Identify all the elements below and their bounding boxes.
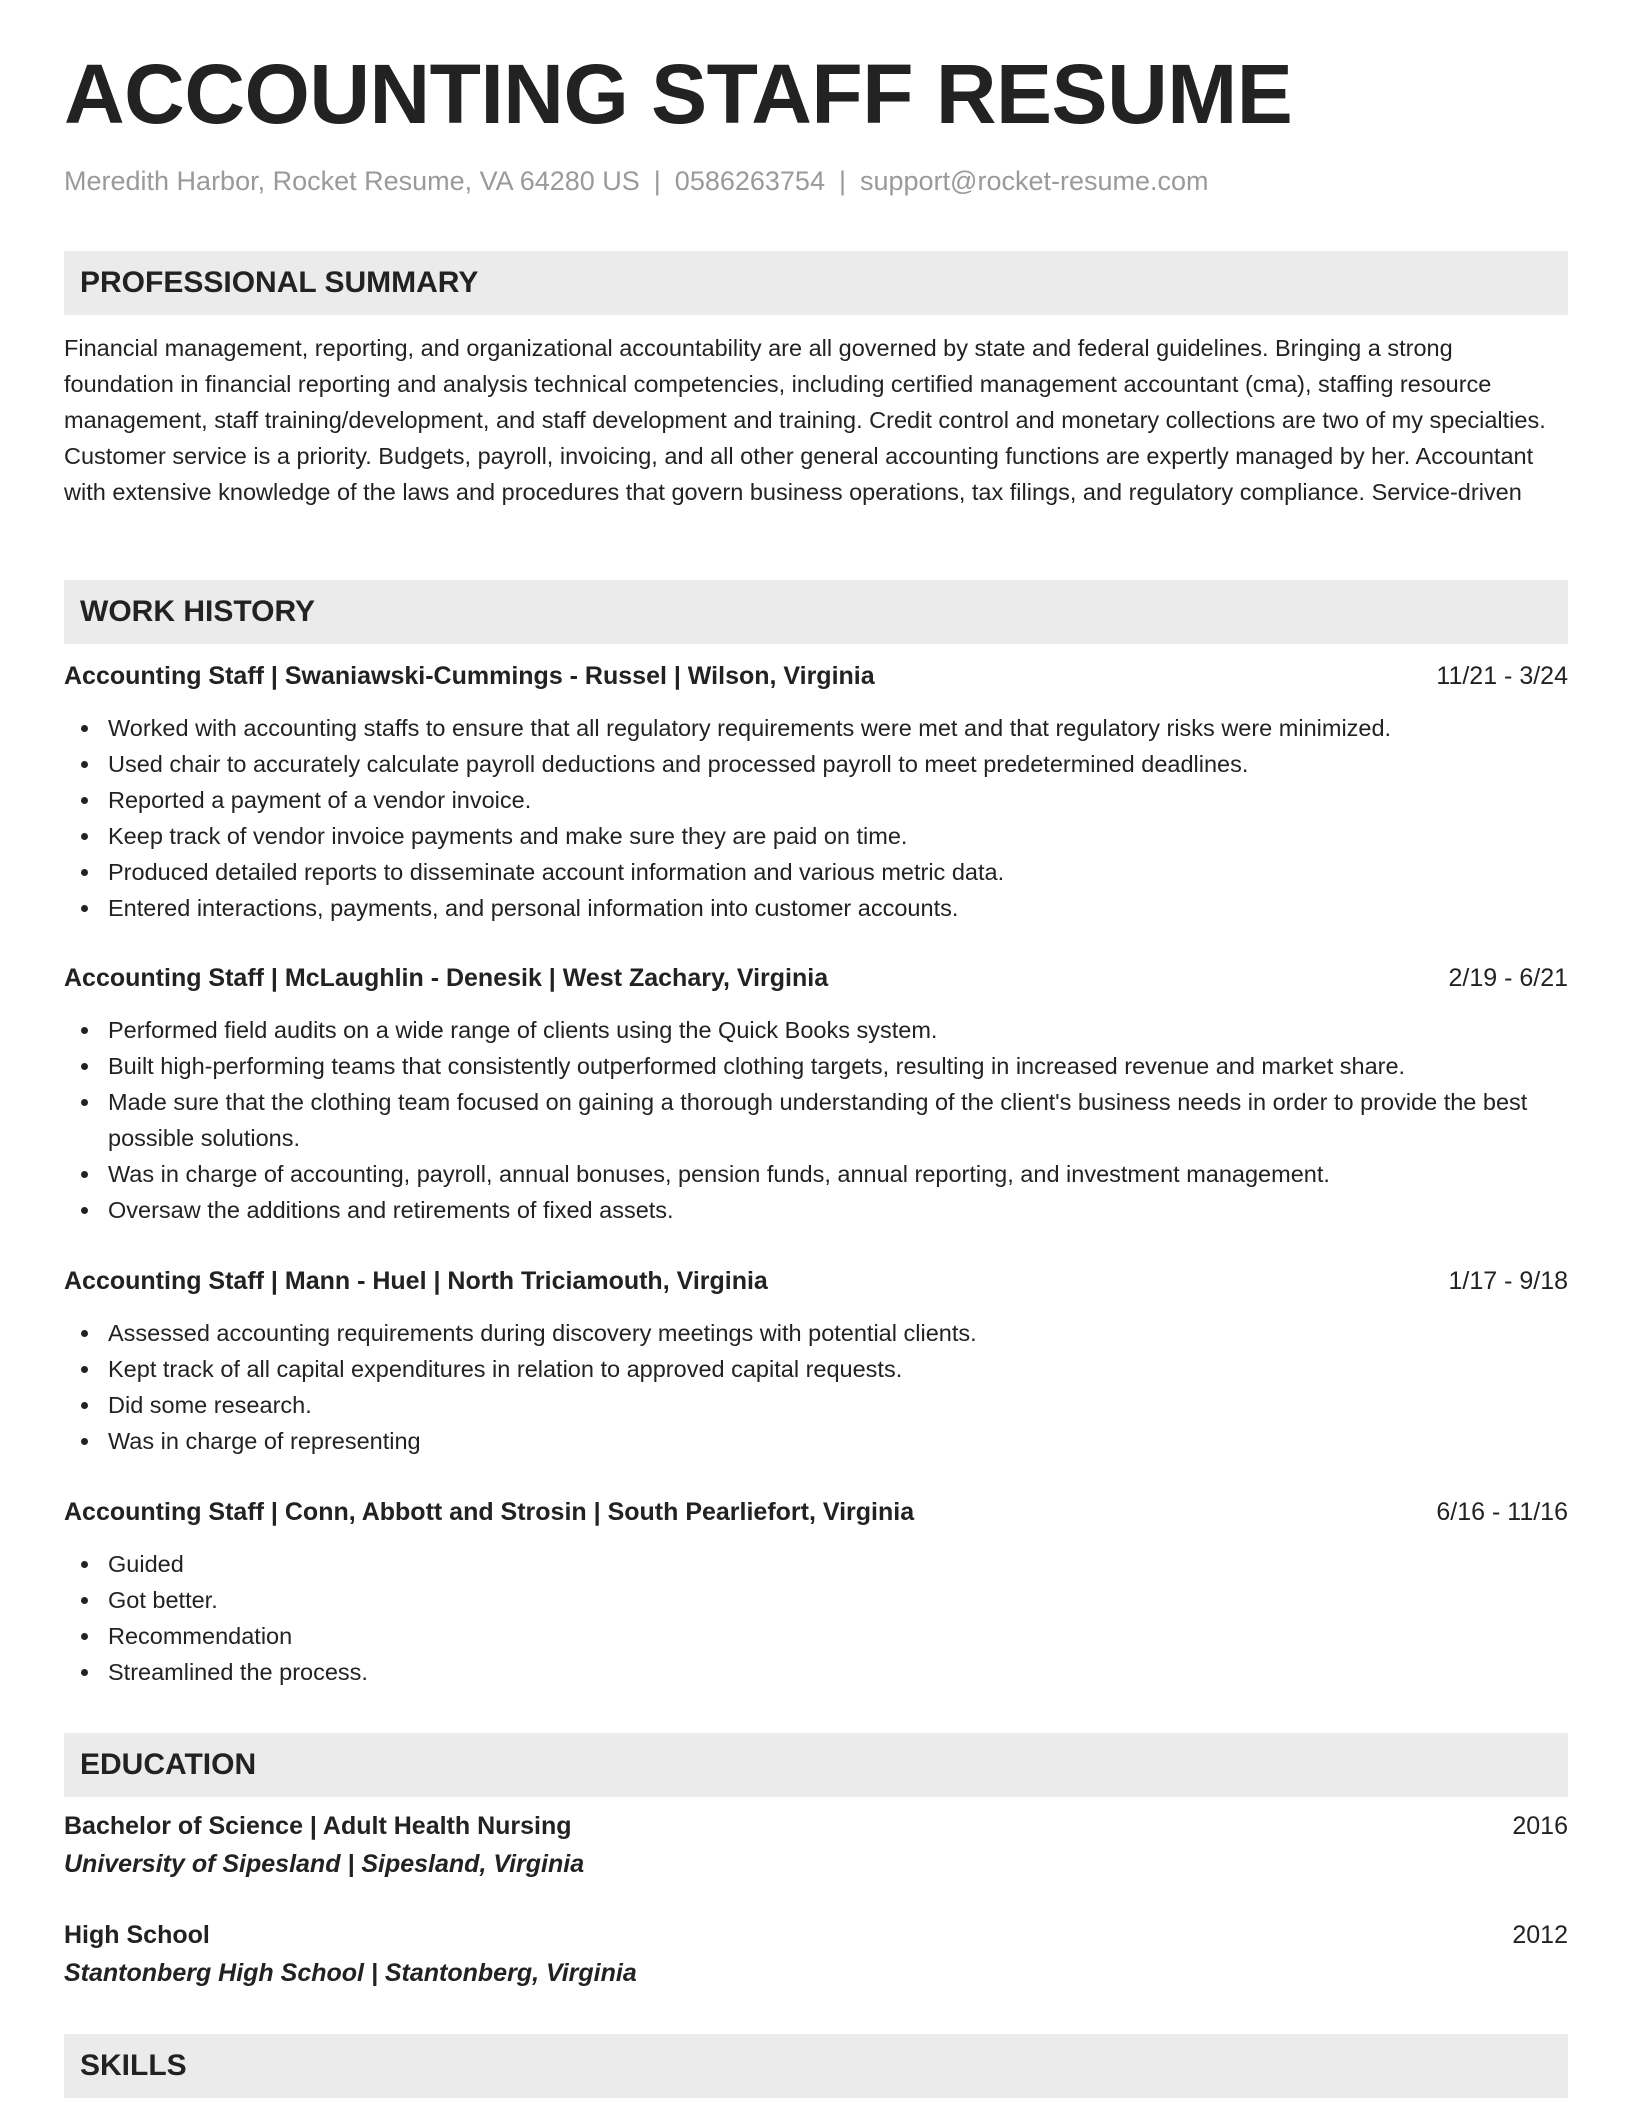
job-bullet: Used chair to accurately calculate payroll deductions and processed payroll to meet predetermined deadlines. bbox=[64, 746, 1568, 782]
job-title: Accounting Staff | Mann - Huel | North Triciamouth, Virginia bbox=[64, 1267, 768, 1295]
education-year: 2016 bbox=[1512, 1812, 1568, 1840]
education-entry bbox=[64, 1808, 1568, 1882]
job-bullet: Worked with accounting staffs to ensure that all regulatory requirements were met and that regulatory risks were minimized. bbox=[64, 710, 1568, 746]
education-degree: Bachelor of Science | Adult Health Nursing bbox=[64, 1812, 572, 1840]
job-entry bbox=[64, 1494, 1568, 1690]
resume-title: ACCOUNTING STAFF RESUME bbox=[64, 47, 1293, 141]
job-title: Accounting Staff | Swaniawski-Cummings - Russel | Wilson, Virginia bbox=[64, 662, 875, 690]
section-title-skills: SKILLS bbox=[80, 2049, 187, 2082]
job-dates: 2/19 - 6/21 bbox=[1448, 964, 1568, 992]
section-title-summary: PROFESSIONAL SUMMARY bbox=[80, 266, 479, 299]
job-dates: 11/21 - 3/24 bbox=[1436, 662, 1568, 690]
job-bullet: Recommendation bbox=[64, 1618, 1568, 1654]
job-bullet: Guided bbox=[64, 1546, 1568, 1582]
job-bullet: Got better. bbox=[64, 1582, 1568, 1618]
job-header bbox=[64, 960, 1568, 996]
summary-text: Financial management, reporting, and organizational accountability are all governed by state and federal guidelines. Bringing a strong foundation in financial reporting and analysis technical competencies, including certified management accountant (cma), staffing resource management, staff training/development, and staff development and training. Credit control and monetary collections are two of my specialties. Customer service is a priority. Budgets, payroll, invoicing, and all other general accounting functions are expertly managed by her. Accountant with extensive knowledge of the laws and procedures that govern business operations, tax filings, and regulatory compliance. Service-driven bbox=[64, 335, 1546, 505]
job-header bbox=[64, 1263, 1568, 1299]
contact-email: support@rocket-resume.com bbox=[859, 166, 1209, 196]
job-bullets bbox=[64, 1315, 1568, 1459]
contact-line bbox=[64, 166, 1209, 197]
education-year: 2012 bbox=[1512, 1921, 1568, 1949]
job-entry bbox=[64, 658, 1568, 926]
contact-separator: | bbox=[838, 166, 846, 196]
job-bullet: Assessed accounting requirements during discovery meetings with potential clients. bbox=[64, 1315, 1568, 1351]
job-bullet: Did some research. bbox=[64, 1387, 1568, 1423]
job-bullet: Entered interactions, payments, and personal information into customer accounts. bbox=[64, 890, 1568, 926]
job-bullet: Kept track of all capital expenditures in relation to approved capital requests. bbox=[64, 1351, 1568, 1387]
job-dates: 1/17 - 9/18 bbox=[1448, 1267, 1568, 1295]
contact-separator: | bbox=[653, 166, 661, 196]
job-header bbox=[64, 1494, 1568, 1530]
job-bullet: Reported a payment of a vendor invoice. bbox=[64, 782, 1568, 818]
job-bullets bbox=[64, 710, 1568, 926]
job-title: Accounting Staff | McLaughlin - Denesik | West Zachary, Virginia bbox=[64, 964, 829, 992]
education-degree: High School bbox=[64, 1921, 210, 1949]
education-header bbox=[64, 1808, 1568, 1844]
contact-address: Meredith Harbor, Rocket Resume, VA 64280 US bbox=[64, 166, 640, 196]
job-bullet: Keep track of vendor invoice payments and make sure they are paid on time. bbox=[64, 818, 1568, 854]
job-bullet: Was in charge of accounting, payroll, annual bonuses, pension funds, annual reporting, and investment management. bbox=[64, 1156, 1568, 1192]
job-bullet: Streamlined the process. bbox=[64, 1654, 1568, 1690]
job-bullet: Was in charge of representing bbox=[64, 1423, 1568, 1459]
section-title-work-history: WORK HISTORY bbox=[80, 595, 316, 628]
section-title-education: EDUCATION bbox=[80, 1748, 257, 1781]
education-school: University of Sipesland | Sipesland, Virginia bbox=[64, 1850, 585, 1878]
education-entry bbox=[64, 1917, 1568, 1991]
job-entry bbox=[64, 1263, 1568, 1459]
section-header-summary bbox=[64, 251, 1568, 315]
job-bullet: Built high-performing teams that consistently outperformed clothing targets, resulting in increased revenue and market share. bbox=[64, 1048, 1568, 1084]
job-bullet: Performed field audits on a wide range of clients using the Quick Books system. bbox=[64, 1012, 1568, 1048]
education-school: Stantonberg High School | Stantonberg, Virginia bbox=[64, 1959, 637, 1987]
section-header-skills bbox=[64, 2034, 1568, 2098]
job-header bbox=[64, 658, 1568, 694]
job-bullet: Oversaw the additions and retirements of fixed assets. bbox=[64, 1192, 1568, 1228]
section-header-education bbox=[64, 1733, 1568, 1797]
section-header-work-history bbox=[64, 580, 1568, 644]
job-bullet: Produced detailed reports to disseminate account information and various metric data. bbox=[64, 854, 1568, 890]
job-dates: 6/16 - 11/16 bbox=[1436, 1498, 1568, 1526]
contact-phone: 0586263754 bbox=[674, 166, 825, 196]
job-bullets bbox=[64, 1546, 1568, 1690]
job-entry bbox=[64, 960, 1568, 1228]
job-title: Accounting Staff | Conn, Abbott and Strosin | South Pearliefort, Virginia bbox=[64, 1498, 915, 1526]
job-bullet: Made sure that the clothing team focused on gaining a thorough understanding of the client's business needs in order to provide the best possible solutions. bbox=[64, 1084, 1568, 1156]
education-header bbox=[64, 1917, 1568, 1953]
job-bullets bbox=[64, 1012, 1568, 1228]
